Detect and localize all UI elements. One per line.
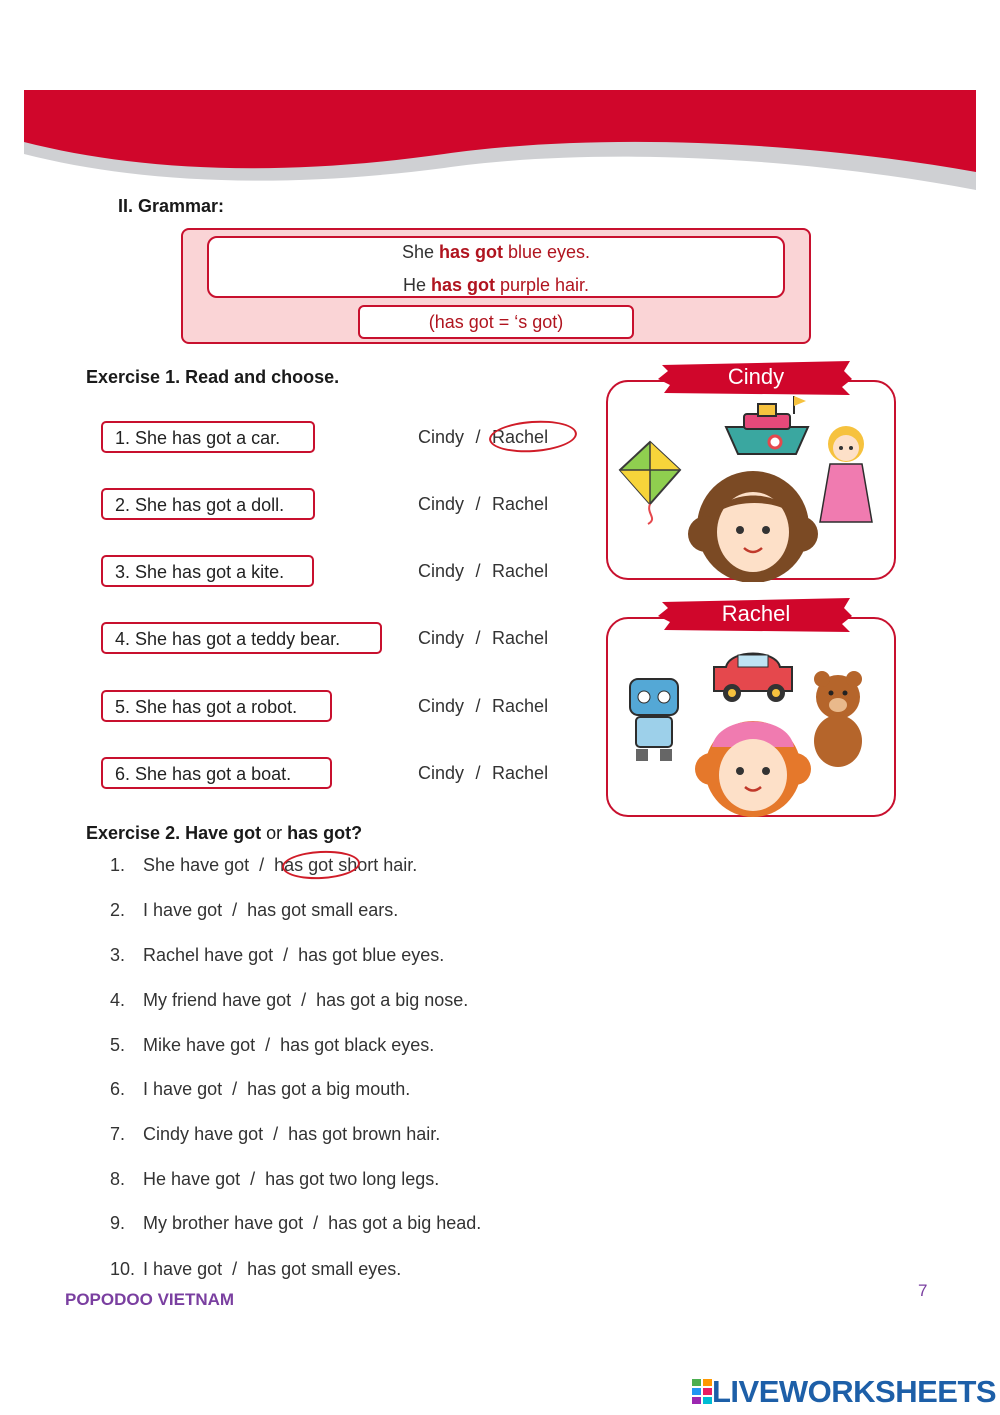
option-has-got[interactable]: has got — [298, 945, 358, 965]
doll-icon — [820, 426, 872, 522]
option-has-got[interactable]: has got — [247, 1079, 307, 1099]
item-number: 2. — [110, 900, 126, 920]
ex2-item-10: 10. I have got / has got small eyes. — [110, 1259, 402, 1279]
liveworksheets-logo-icon — [692, 1379, 712, 1405]
option-have-got[interactable]: have got — [153, 1079, 223, 1099]
item-subject: She — [143, 855, 176, 875]
ex2-item-5: 5. Mike have got / has got black eyes. — [110, 1035, 435, 1055]
ex2-title-has-got: has got? — [287, 823, 363, 843]
teddy-bear-icon — [814, 671, 862, 767]
item-subject: Mike — [143, 1035, 182, 1055]
ex1-choice-2 — [418, 494, 548, 515]
car-icon — [714, 654, 792, 703]
answer-circle-mark — [488, 418, 578, 455]
cindy-toys-illustration — [608, 382, 898, 582]
item-rest: short hair. — [338, 855, 418, 875]
choice-cindy[interactable]: Cindy — [418, 763, 465, 783]
example-2-subject: He — [402, 275, 431, 295]
choice-cindy[interactable]: Cindy — [418, 628, 465, 648]
ex1-sentence-3: 3. She has got a kite. — [101, 555, 314, 587]
item-rest: two long legs. — [329, 1169, 440, 1189]
girl-rachel-icon — [695, 721, 811, 817]
item-rest: small eyes. — [311, 1259, 402, 1279]
option-have-got[interactable]: have got — [234, 1213, 304, 1233]
item-number: 7. — [110, 1124, 126, 1144]
ex1-choice-3 — [418, 561, 548, 582]
ex1-sentence-4: 4. She has got a teddy bear. — [101, 622, 382, 654]
ex2-item-3: 3. Rachel have got / has got blue eyes. — [110, 945, 445, 965]
option-has-got[interactable]: has got — [247, 1259, 307, 1279]
grammar-example-2 — [207, 275, 785, 296]
item-subject: I — [143, 900, 149, 920]
rachel-name-tag — [656, 596, 856, 634]
item-number: 5. — [110, 1035, 126, 1055]
option-have-got[interactable]: have got — [153, 900, 223, 920]
option-has-got[interactable]: has got — [316, 990, 376, 1010]
choice-rachel[interactable]: Rachel — [492, 561, 549, 581]
option-has-got[interactable]: has got — [274, 855, 334, 875]
kite-icon — [620, 442, 680, 524]
grammar-example-1 — [207, 242, 785, 263]
item-subject: Cindy — [143, 1124, 190, 1144]
choice-separator: / — [475, 696, 481, 716]
choice-cindy[interactable]: Cindy — [418, 494, 465, 514]
option-have-got[interactable]: have got — [186, 1035, 256, 1055]
ex2-item-2: 2. I have got / has got small ears. — [110, 900, 399, 920]
answer-circle-mark — [281, 849, 360, 881]
item-rest: a big head. — [392, 1213, 482, 1233]
choice-rachel[interactable]: Rachel — [492, 494, 549, 514]
choice-separator: / — [475, 763, 481, 783]
example-1-object: blue eyes. — [502, 242, 591, 262]
item-number: 4. — [110, 990, 126, 1010]
ex2-title-have-got: Have got — [185, 823, 262, 843]
item-number: 8. — [110, 1169, 126, 1189]
item-rest: a big mouth. — [311, 1079, 411, 1099]
option-have-got[interactable]: have got — [222, 990, 292, 1010]
ex2-title-or: or — [261, 823, 288, 843]
choice-rachel[interactable]: Rachel — [492, 628, 549, 648]
choice-rachel[interactable]: Rachel — [492, 696, 549, 716]
item-subject: He — [143, 1169, 167, 1189]
ex1-sentence-2: 2. She has got a doll. — [101, 488, 315, 520]
exercise-2-title — [86, 823, 362, 844]
example-2-verb: has got — [430, 275, 495, 295]
grammar-contraction-note: (has got = ‘s got) — [358, 305, 634, 339]
cindy-card — [606, 380, 896, 580]
ex2-item-7: 7. Cindy have got / has got brown hair. — [110, 1124, 441, 1144]
choice-cindy[interactable]: Cindy — [418, 427, 465, 447]
choice-separator: / — [475, 494, 481, 514]
choice-separator: / — [475, 561, 481, 581]
option-has-got[interactable]: has got — [280, 1035, 340, 1055]
example-2-object: purple hair. — [494, 275, 590, 295]
girl-cindy-icon — [688, 471, 818, 582]
item-subject: I — [143, 1079, 149, 1099]
ex1-sentence-6: 6. She has got a boat. — [101, 757, 332, 789]
item-number: 1. — [110, 855, 126, 875]
ex2-item-9: 9. My brother have got / has got a big head. — [110, 1213, 482, 1233]
choice-separator: / — [475, 427, 481, 447]
ex2-item-4: 4. My friend have got / has got a big nose. — [110, 990, 469, 1010]
item-rest: small ears. — [311, 900, 399, 920]
option-have-got[interactable]: have got — [153, 1259, 223, 1279]
ex2-item-6: 6. I have got / has got a big mouth. — [110, 1079, 411, 1099]
option-have-got[interactable]: have got — [194, 1124, 264, 1144]
ex1-choice-6 — [418, 763, 548, 784]
ex2-item-8: 8. He have got / has got two long legs. — [110, 1169, 440, 1189]
header-banner — [24, 90, 976, 195]
ex2-title-prefix: Exercise 2. — [86, 823, 186, 843]
item-rest: black eyes. — [344, 1035, 435, 1055]
page-number: 7 — [918, 1281, 928, 1300]
option-has-got[interactable]: has got — [328, 1213, 388, 1233]
exercise-1-title: Exercise 1. Read and choose. — [86, 367, 340, 387]
item-number: 10. — [110, 1259, 136, 1279]
example-1-subject: She — [401, 242, 439, 262]
ex1-sentence-1: 1. She has got a car. — [101, 421, 315, 453]
liveworksheets-logo[interactable] — [692, 1375, 996, 1409]
option-have-got[interactable]: have got — [171, 1169, 241, 1189]
choice-separator: / — [475, 628, 481, 648]
ex1-sentence-5: 5. She has got a robot. — [101, 690, 332, 722]
item-number: 6. — [110, 1079, 126, 1099]
item-number: 9. — [110, 1213, 126, 1233]
item-subject: My brother — [143, 1213, 230, 1233]
example-1-verb: has got — [438, 242, 503, 262]
ex2-item-1: 1. She have got / has got short hair. — [110, 855, 418, 875]
cindy-name-tag — [656, 359, 856, 397]
rachel-toys-illustration — [608, 619, 898, 819]
boat-icon — [726, 396, 808, 454]
item-subject: I — [143, 1259, 149, 1279]
item-number: 3. — [110, 945, 126, 965]
item-rest: a big nose. — [380, 990, 469, 1010]
option-has-got[interactable]: has got — [288, 1124, 348, 1144]
liveworksheets-logo-text: LIVEWORKSHEETS — [712, 1374, 997, 1409]
grammar-title: II. Grammar: — [118, 196, 225, 216]
option-have-got[interactable]: have got — [204, 945, 274, 965]
option-has-got[interactable]: has got — [247, 900, 307, 920]
item-subject: Rachel — [143, 945, 200, 965]
choice-cindy[interactable]: Cindy — [418, 696, 465, 716]
rachel-name: Rachel — [721, 601, 791, 626]
ex1-choice-5 — [418, 696, 548, 717]
item-rest: blue eyes. — [362, 945, 445, 965]
choice-rachel[interactable]: Rachel — [492, 763, 549, 783]
cindy-name: Cindy — [727, 364, 785, 389]
rachel-card — [606, 617, 896, 817]
item-rest: brown hair. — [352, 1124, 441, 1144]
robot-icon — [630, 679, 678, 761]
option-have-got[interactable]: have got — [180, 855, 250, 875]
choice-rachel[interactable]: Rachel — [492, 427, 549, 447]
option-has-got[interactable]: has got — [265, 1169, 325, 1189]
item-subject: My friend — [143, 990, 218, 1010]
ex1-choice-4 — [418, 628, 548, 649]
choice-cindy[interactable]: Cindy — [418, 561, 465, 581]
publisher-brand: POPODOO VIETNAM — [65, 1290, 235, 1309]
